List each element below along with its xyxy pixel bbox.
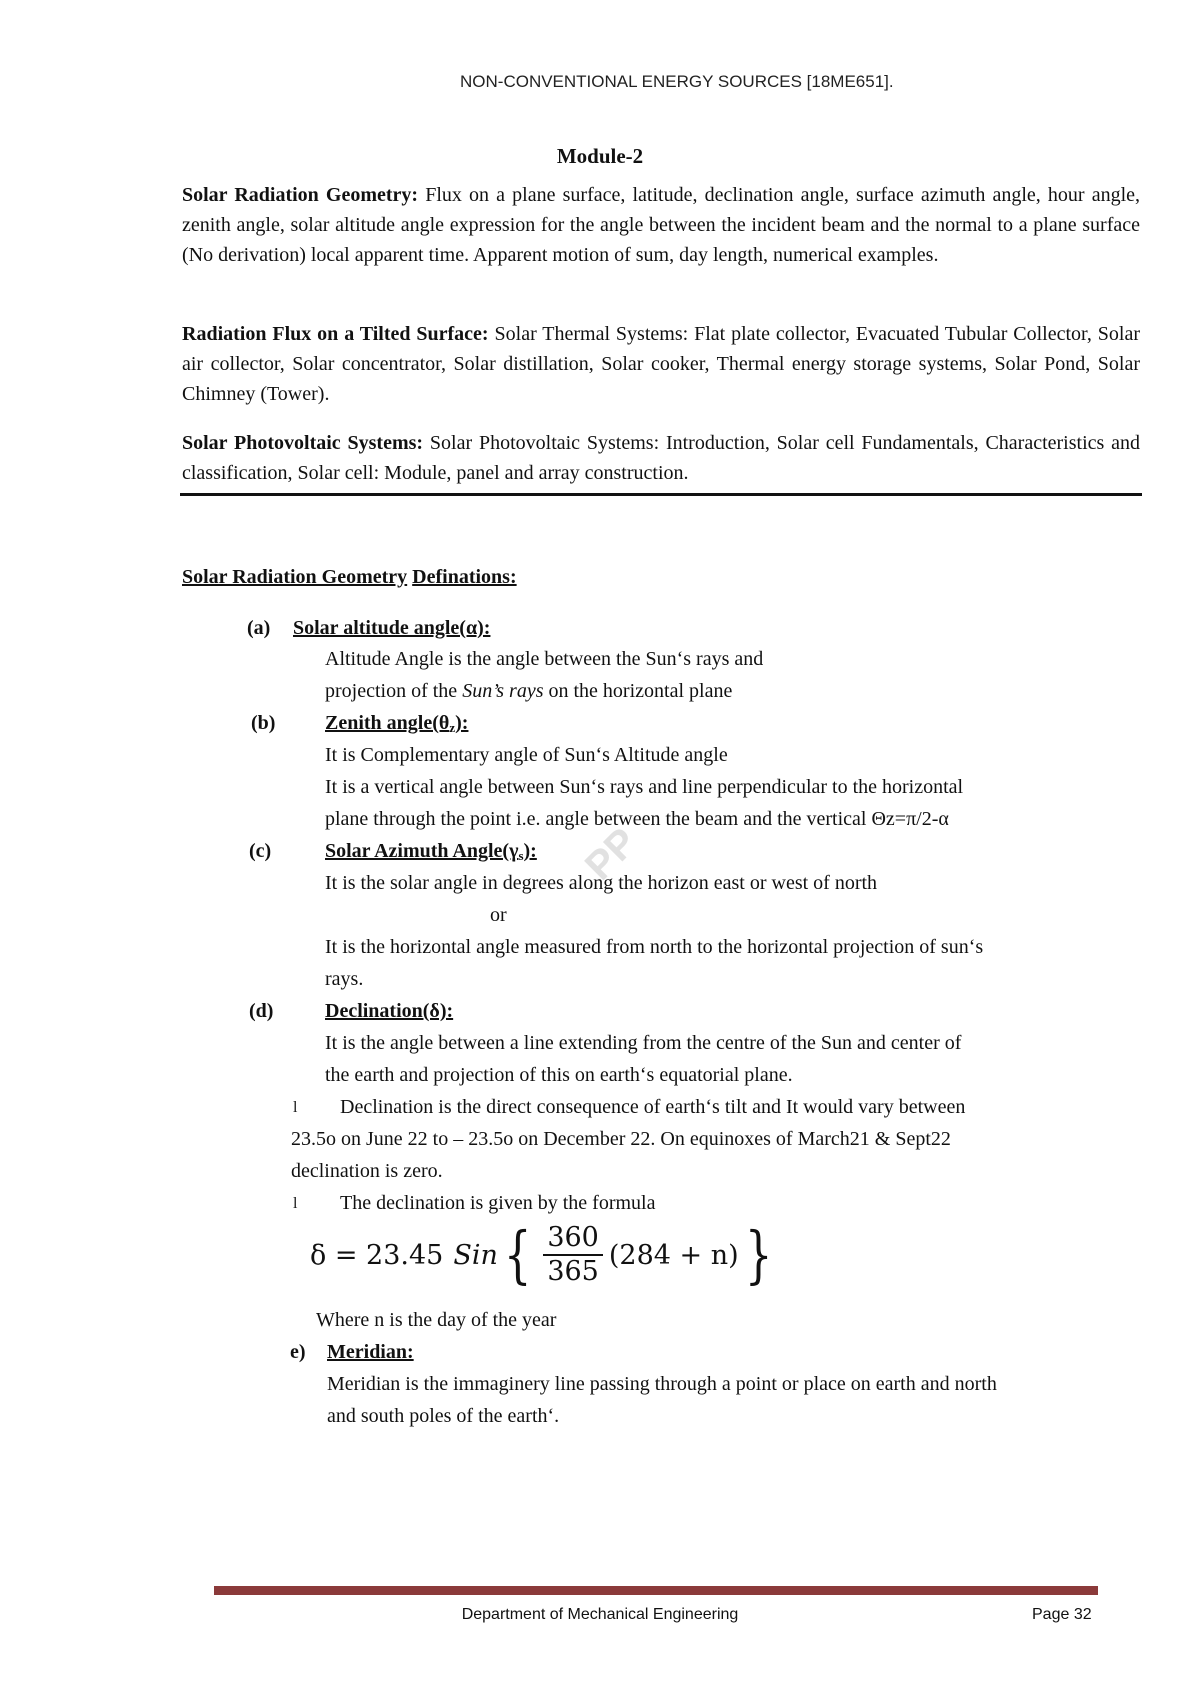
- def-c-line2: It is the horizontal angle measured from north to the horizontal projection of sun‘s: [325, 936, 984, 958]
- item-label-a: (a): [247, 617, 271, 639]
- item-title-a: Solar altitude angle(α):: [293, 617, 491, 639]
- syllabus-heading: Radiation Flux on a Tilted Surface:: [182, 323, 489, 345]
- formula-fn: Sin: [453, 1239, 498, 1271]
- syllabus-block-pv: [182, 428, 1140, 488]
- def-a-line2-em: Sun’s rays: [462, 680, 544, 702]
- item-label-e: e): [290, 1341, 306, 1363]
- item-label-d: (d): [249, 1000, 274, 1022]
- syllabus-block-geometry: [182, 180, 1140, 270]
- def-c-line3: rays.: [325, 968, 364, 990]
- item-label-b: (b): [251, 712, 276, 734]
- item-title-c-pre: Solar Azimuth Angle(γ: [325, 840, 519, 862]
- def-d-b2-line1: The declination is given by the formula: [340, 1192, 656, 1214]
- def-b-line3: plane through the point i.e. angle between the beam and the vertical Θz=π/2-α: [325, 808, 949, 830]
- syllabus-heading: Solar Radiation Geometry:: [182, 184, 419, 206]
- def-c-line1: It is the solar angle in degrees along the horizon east or west of north: [325, 872, 878, 894]
- item-title-b-pre: Zenith angle(θ: [325, 712, 450, 734]
- formula-fraction: [543, 1222, 603, 1288]
- def-d-line1: It is the angle between a line extending from the centre of the Sun and center of: [325, 1032, 962, 1054]
- syllabus-block-tilted: [182, 319, 1140, 409]
- section-title-part1: Solar Radiation Geometry: [182, 566, 408, 588]
- def-a-line1: Altitude Angle is the angle between the Sun‘s rays and: [325, 648, 764, 670]
- def-a-line2: [325, 680, 732, 703]
- def-c-or: or: [490, 904, 507, 926]
- footer-page-number: Page 32: [1032, 1606, 1092, 1623]
- syllabus-heading: Solar Photovoltaic Systems:: [182, 432, 424, 454]
- def-b-line2: It is a vertical angle between Sun‘s rays and line perpendicular to the horizontal: [325, 776, 964, 798]
- item-title-d: Declination(δ):: [325, 1000, 454, 1022]
- page-header: NON-CONVENTIONAL ENERGY SOURCES [18ME651].: [460, 72, 894, 91]
- section-title-part2: Definations:: [412, 566, 517, 588]
- syllabus-text: Solar Thermal Systems: Flat plate collector, Evacuated Tubular Collector, Solar air collector, Solar concentrator, Solar distillation, Solar cooker, Thermal energy storage systems, Solar Pond, Solar Chimney (Tower).: [182, 323, 1141, 405]
- item-title-c-post: ):: [523, 840, 537, 862]
- brace-right: }: [744, 1218, 773, 1291]
- footer-bar: [214, 1586, 1098, 1595]
- def-b-line1: It is Complementary angle of Sun‘s Altitude angle: [325, 744, 728, 766]
- syllabus-text: Solar Photovoltaic Systems: Introduction, Solar cell Fundamentals, Characteristics and classification, Solar cell: Module, panel and array construction.: [182, 432, 1140, 484]
- syllabus-text: Flux on a plane surface, latitude, declination angle, surface azimuth angle, hour angle, zenith angle, solar altitude angle expression for the angle between the incident beam and the normal to a plane surface (No derivation) local apparent time. Apparent motion of sum, day length, numerical examples.: [182, 184, 1140, 266]
- def-a-line2-post: on the horizontal plane: [543, 680, 733, 702]
- item-title-b-sub: z: [449, 720, 456, 735]
- declination-formula: [310, 1218, 778, 1291]
- item-label-c: (c): [249, 840, 272, 862]
- brace-left: {: [503, 1218, 532, 1291]
- item-title-e: Meridian:: [327, 1341, 414, 1363]
- formula-lhs: δ = 23.45: [310, 1239, 444, 1271]
- watermark: PP: [576, 819, 646, 889]
- def-e-line2: and south poles of the earth‘.: [327, 1405, 560, 1427]
- def-d-b1-line3: declination is zero.: [291, 1160, 443, 1182]
- formula-rhs: (284 + n): [608, 1239, 739, 1271]
- item-title-c: [325, 840, 537, 864]
- formula-numerator: 360: [543, 1222, 603, 1256]
- item-title-b-post: ):: [455, 712, 469, 734]
- def-e-line1: Meridian is the immaginery line passing through a point or place on earth and north: [327, 1373, 997, 1395]
- def-d-b1-line2: 23.5o on June 22 to – 23.5o on December 22. On equinoxes of March21 & Sept22: [291, 1128, 951, 1150]
- def-d-line2: the earth and projection of this on earth‘s equatorial plane.: [325, 1064, 793, 1086]
- divider: [180, 493, 1142, 496]
- formula-denominator: 365: [547, 1256, 599, 1287]
- module-title: Module-2: [556, 144, 644, 168]
- section-title: [182, 566, 517, 589]
- def-d-b1-line1: Declination is the direct consequence of earth‘s tilt and It would vary between: [340, 1096, 966, 1118]
- def-a-line2-pre: projection of the: [325, 680, 463, 702]
- bullet-icon: l: [293, 1099, 298, 1116]
- bullet-icon: l: [293, 1195, 298, 1212]
- item-title-b: [325, 712, 468, 736]
- def-d-where: Where n is the day of the year: [316, 1309, 557, 1331]
- footer-department: Department of Mechanical Engineering: [461, 1606, 739, 1623]
- item-title-c-sub: s: [518, 848, 524, 863]
